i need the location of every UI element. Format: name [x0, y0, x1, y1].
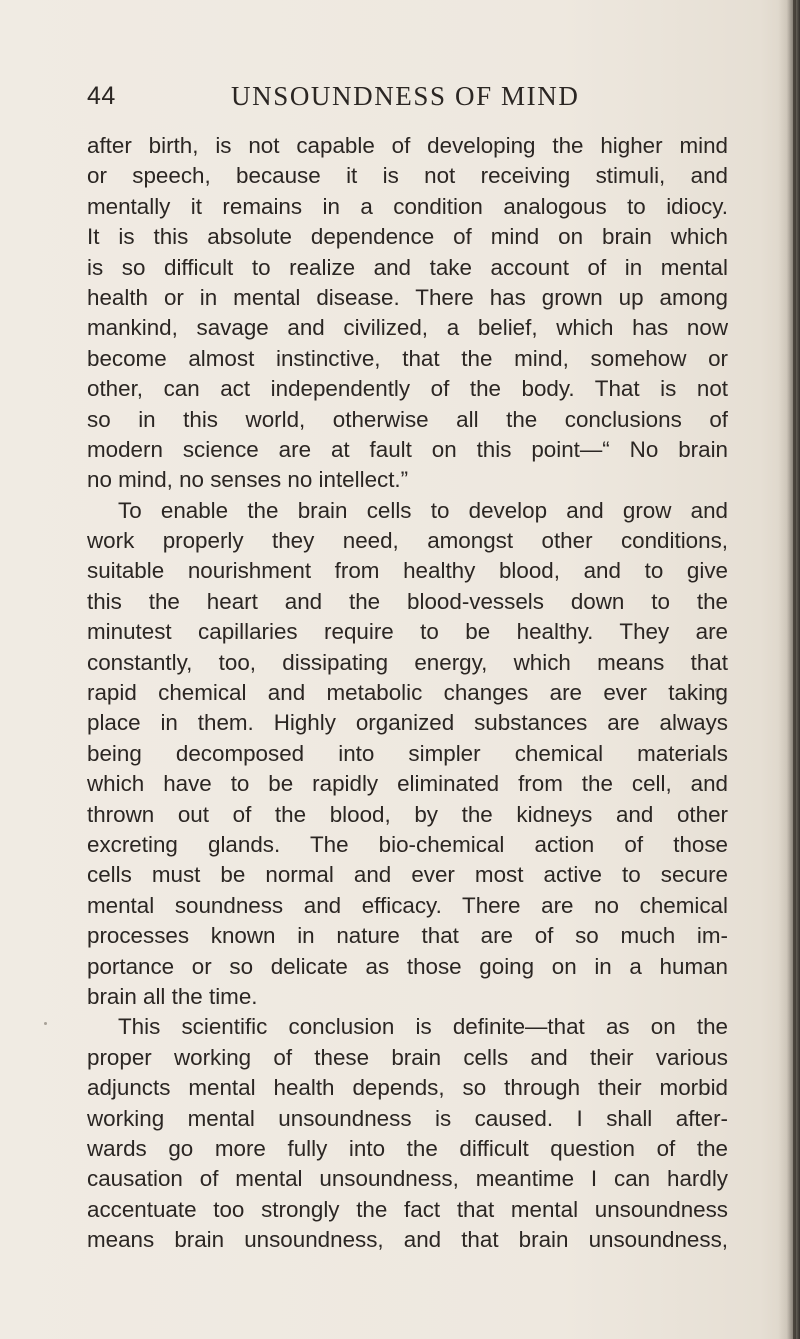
text-line: excreting glands. The bio-chemical action of those: [87, 831, 728, 857]
text-line: which have to be rapidly eliminated from the cell, and: [87, 771, 728, 797]
text-line: is so difficult to realize and take account of in mental: [87, 254, 728, 280]
text-line: so in this world, otherwise all the conclusions of: [87, 406, 728, 432]
text-line: processes known in nature that are of so much im-: [87, 923, 728, 949]
page-edge-shadow: [778, 0, 800, 1339]
text-line: suitable nourishment from healthy blood, and to give: [87, 558, 728, 584]
text-line: after birth, is not capable of developing the higher mind: [87, 133, 728, 158]
text-line: place in them. Highly organized substances are always: [87, 710, 728, 736]
paragraph-start-line: This scientific conclusion is definite—that as on the: [118, 1014, 728, 1040]
body-text: [87, 131, 728, 1255]
text-line: minutest capillaries require to be healthy. They are: [87, 619, 728, 645]
text-line: or speech, because it is not receiving stimuli, and: [87, 163, 728, 189]
text-line: mentally it remains in a condition analogous to idiocy.: [87, 193, 728, 219]
text-line: causation of mental unsoundness, meantime I can hardly: [87, 1166, 728, 1192]
paragraph-start-line: To enable the brain cells to develop and grow and: [118, 497, 728, 523]
running-head: [87, 78, 727, 114]
text-line: no mind, no senses no intellect.”: [87, 467, 409, 493]
text-line: constantly, too, dissipating energy, which means that: [87, 649, 728, 675]
text-line: modern science are at fault on this point—“ No brain: [87, 436, 728, 462]
text-line: cells must be normal and ever most active to secure: [87, 862, 728, 888]
text-line: rapid chemical and metabolic changes are ever taking: [87, 680, 728, 706]
text-line: become almost instinctive, that the mind, somehow or: [87, 345, 728, 371]
text-line: means brain unsoundness, and that brain unsoundness,: [87, 1227, 728, 1253]
text-line: this the heart and the blood-vessels down to the: [87, 588, 728, 614]
text-line: working mental unsoundness is caused. I shall after-: [87, 1105, 728, 1131]
page-edge-line: [793, 0, 796, 1339]
text-line: wards go more fully into the difficult question of the: [87, 1135, 728, 1161]
text-line: adjuncts mental health depends, so through their morbid: [87, 1075, 728, 1101]
chapter-title: UNSOUNDNESS OF MIND: [231, 81, 580, 111]
text-line: It is this absolute dependence of mind on brain which: [87, 224, 728, 250]
text-line: proper working of these brain cells and their various: [87, 1044, 728, 1070]
text-line: thrown out of the blood, by the kidneys and other: [87, 801, 728, 827]
text-line: being decomposed into simpler chemical materials: [87, 740, 728, 766]
text-line: accentuate too strongly the fact that mental unsoundness: [87, 1196, 728, 1222]
text-line: work properly they need, amongst other conditions,: [87, 528, 728, 554]
page-number: 44: [87, 82, 116, 110]
text-line: health or in mental disease. There has grown up among: [87, 284, 728, 310]
text-line: brain all the time.: [87, 983, 258, 1009]
paper-speck: [44, 1022, 47, 1025]
text-line: mankind, savage and civilized, a belief, which has now: [87, 315, 728, 341]
text-line: portance or so delicate as those going on in a human: [87, 953, 728, 979]
text-line: other, can act independently of the body. That is not: [87, 376, 728, 402]
text-line: mental soundness and efficacy. There are no chemical: [87, 892, 728, 918]
